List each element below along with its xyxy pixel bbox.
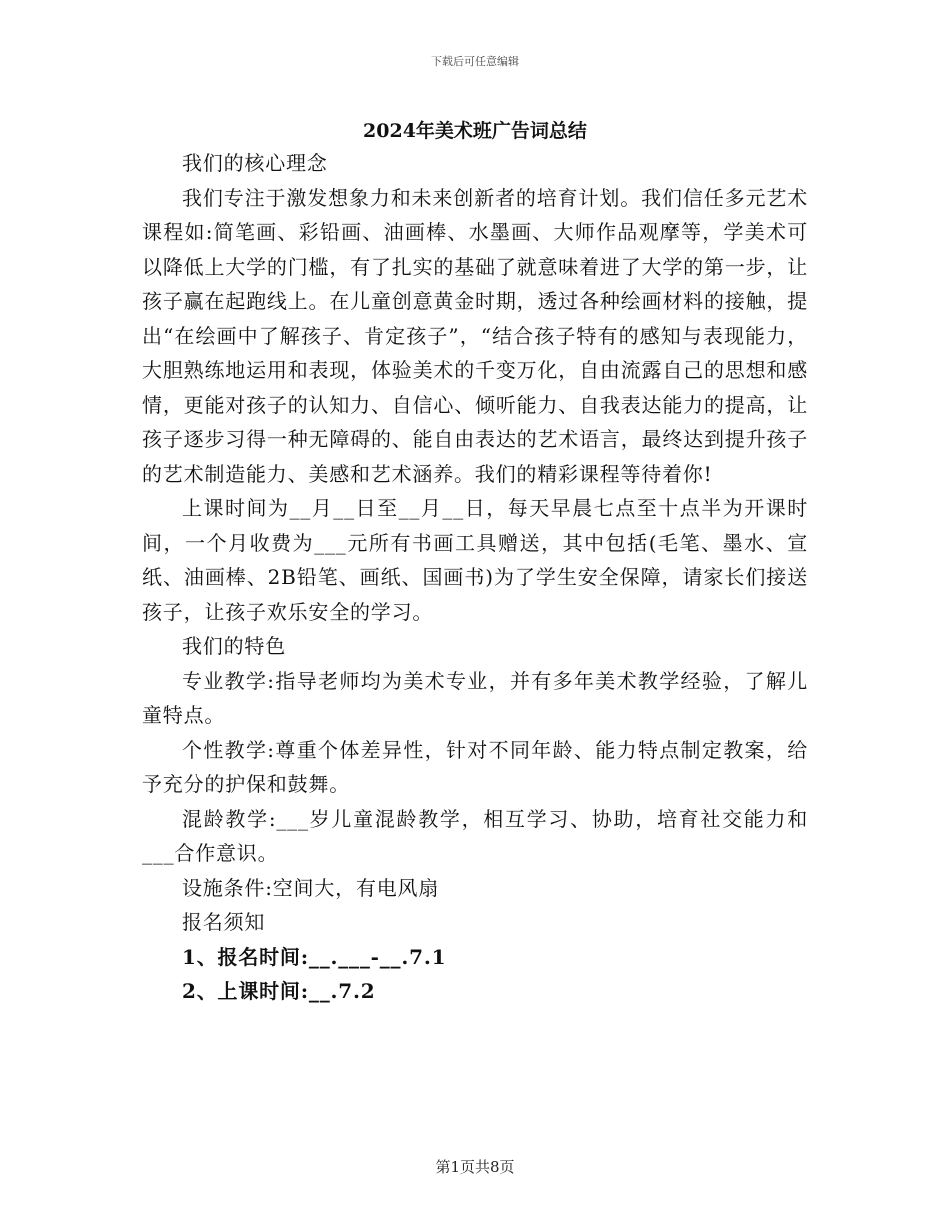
paragraph-core-concept: 我们专注于激发想象力和未来创新者的培育计划。我们信任多元艺术课程如:简笔画、彩铅画、油画棒、水墨画、大师作品观摩等，学美术可以降低上大学的门槛，有了扎实的基础了就意味着进了大学的第一步，让孩子赢在起跑线上。在儿童创意黄金时期，透过各种绘画材料的接触，提出“在绘画中了解孩子、肯定孩子”，“结合孩子特有的感知与表现能力，大胆熟练地运用和表现，体验美术的千变万化，自由流露自己的思想和感情，更能对孩子的认知力、自信心、倾听能力、自我表达能力的提高，让孩子逐步习得一种无障碍的、能自由表达的艺术语言，最终达到提升孩子的艺术制造能力、美感和艺术涵养。我们的精彩课程等待着你! bbox=[142, 185, 808, 486]
paragraph-professional-teaching: 专业教学:指导老师均为美术专业，并有多年美术教学经验，了解儿童特点。 bbox=[142, 668, 808, 727]
document-body bbox=[142, 146, 808, 1009]
paragraph-class-time: 2、上课时间:__.7.2 bbox=[182, 979, 376, 1003]
page-footer: 第1页共8页 bbox=[435, 1158, 515, 1176]
paragraph-features-heading: 我们的特色 bbox=[182, 634, 286, 658]
header-note: 下载后可任意编辑 bbox=[431, 55, 519, 68]
paragraph-class-schedule: 上课时间为__月__日至__月__日，每天早晨七点至十点半为开课时间，一个月收费为___元所有书画工具赠送，其中包括(毛笔、墨水、宣纸、油画棒、2B铅笔、画纸、国画书)为了学生安全保障，请家长们接送孩子，让孩子欢乐安全的学习。 bbox=[142, 496, 808, 624]
paragraph-personalized-teaching: 个性教学:尊重个体差异性，针对不同年龄、能力特点制定教案，给予充分的护保和鼓舞。 bbox=[142, 737, 808, 796]
paragraph-facilities: 设施条件:空间大，有电风扇 bbox=[182, 875, 440, 900]
paragraph-core-concept-heading: 我们的核心理念 bbox=[182, 151, 328, 175]
paragraph-registration-heading: 报名须知 bbox=[182, 910, 266, 934]
paragraph-mixed-age-teaching: 混龄教学:___岁儿童混龄教学，相互学习、协助，培育社交能力和___合作意识。 bbox=[142, 806, 808, 865]
paragraph-registration-time: 1、报名时间:__.___-__.7.1 bbox=[182, 944, 447, 969]
document-title: 2024年美术班广告词总结 bbox=[363, 120, 587, 142]
